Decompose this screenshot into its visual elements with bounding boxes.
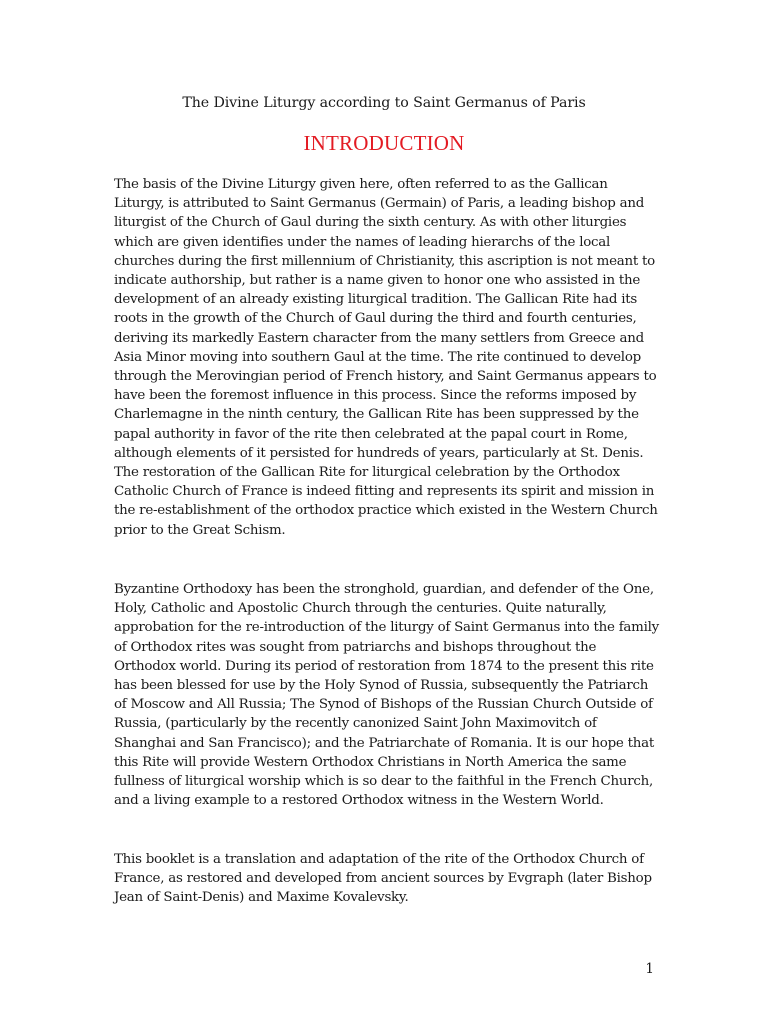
section-heading: INTRODUCTION [303, 131, 465, 155]
page-number: 1 [645, 961, 654, 977]
paragraph-gallican-liturgy-basis: The basis of the Divine Liturgy given here, often referred to as the Gallican Liturgy, is attributed to Saint Germanus (Germain) of Paris, a leading bishop and liturgist of the Church of Gaul during the sixth century. As with other liturgies which are given identifies under the names of leading hierarchs of the local churches during the first millennium of Christianity, this ascription is not meant to indicate authorship, but rather is a name given to honor one who assisted in the development of an already existing liturgical tradition. The Gallican Rite had its roots in the growth of the Church of Gaul during the third and fourth centuries, deriving its markedly Eastern character from the many settlers from Greece and Asia Minor moving into southern Gaul at the time. The rite continued to develop through the Merovingian period of French history, and Saint Germanus appears to have been the foremost influence in this process. Since the reforms imposed by Charlemagne in the ninth century, the Gallican Rite has been suppressed by the papal authority in favor of the rite then celebrated at the papal court in Rome, although elements of it persisted for hundreds of years, particularly at St. Denis. The restoration of the Gallican Rite for liturgical celebration by the Orthodox Catholic Church of France is indeed fitting and represents its spirit and mission in the re-establishment of the orthodox practice which existed in the Western Church prior to the Great Schism. [114, 177, 658, 538]
paragraph-booklet-translation: This booklet is a translation and adaptation of the rite of the Orthodox Church of France, as restored and developed from ancient sources by Evgraph (later Bishop Jean of Saint-Denis) and Maxime Kovalevsky. [114, 852, 652, 906]
paragraph-byzantine-orthodoxy: Byzantine Orthodoxy has been the stronghold, guardian, and defender of the One, Holy, Catholic and Apostolic Church through the centuries. Quite naturally, approbation for the re-introduction of the liturgy of Saint Germanus into the family of Orthodox rites was sought from patriarchs and bishops throughout the Orthodox world. During its period of restoration from 1874 to the present this rite has been blessed for use by the Holy Synod of Russia, subsequently the Patriarch of Moscow and All Russia; The Synod of Bishops of the Russian Church Outside of Russia, (particularly by the recently canonized Saint John Maximovitch of Shanghai and San Francisco); and the Patriarchate of Romania. It is our hope that this Rite will provide Western Orthodox Christians in North America the same fullness of liturgical worship which is so dear to the faithful in the French Church, and a living example to a restored Orthodox witness in the Western World. [114, 582, 659, 809]
running-header-title: The Divine Liturgy according to Saint Germanus of Paris [182, 95, 586, 111]
